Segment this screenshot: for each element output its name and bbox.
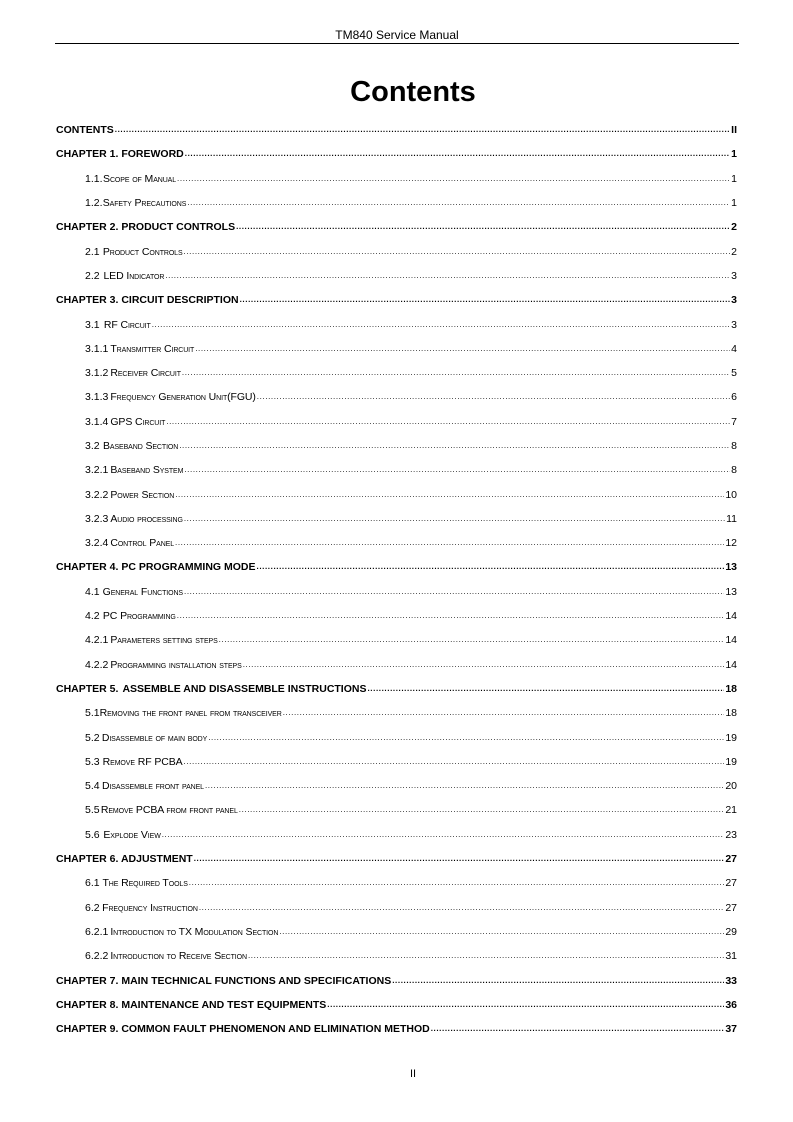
toc-entry[interactable] [56, 725, 737, 749]
toc-entry-page: 37 [725, 1023, 737, 1036]
toc-leader-dots [184, 586, 724, 598]
toc-entry-label: Explode View [103, 828, 161, 841]
toc-entry-page: 18 [725, 682, 737, 695]
toc-entry[interactable] [56, 750, 737, 774]
toc-entry-label: Programming installation steps [110, 658, 242, 671]
toc-entry-number: 6.2 [85, 901, 100, 914]
toc-entry[interactable] [56, 920, 737, 944]
toc-entry-number: 5.5 [85, 804, 100, 817]
toc-entry-label: Introduction to TX Modulation Section [110, 925, 279, 938]
toc-entry[interactable] [56, 410, 737, 434]
toc-entry-page: 2 [731, 221, 737, 234]
toc-entry-number: 2.1 [85, 245, 100, 258]
toc-entry[interactable] [56, 142, 737, 166]
toc-leader-dots [195, 343, 730, 355]
toc-entry[interactable] [56, 215, 737, 239]
toc-entry-label: CHAPTER 7. MAIN TECHNICAL FUNCTIONS AND SPECIFICATIONS [56, 974, 392, 987]
toc-entry-page: 2 [731, 245, 737, 258]
toc-entry-number: 3.1.1 [85, 342, 109, 355]
toc-leader-dots [184, 246, 731, 258]
toc-leader-dots [189, 877, 725, 889]
toc-leader-dots [257, 561, 725, 573]
toc-leader-dots [248, 950, 724, 962]
toc-leader-dots [185, 148, 730, 160]
toc-entry[interactable] [56, 823, 737, 847]
toc-entry-number: 6.1 [85, 877, 100, 890]
toc-entry-page: 31 [725, 950, 737, 963]
toc-leader-dots [239, 804, 725, 816]
toc-leader-dots [205, 780, 724, 792]
toc-entry-page: 14 [725, 658, 737, 671]
toc-entry-label: Removing the front panel from transceiver [99, 707, 282, 720]
toc-entry-page: 7 [731, 415, 737, 428]
toc-entry[interactable] [56, 944, 737, 968]
toc-entry[interactable] [56, 798, 737, 822]
toc-entry-label: Control Panel [110, 537, 175, 550]
toc-leader-dots [184, 464, 730, 476]
toc-entry-page: 27 [725, 853, 737, 866]
toc-leader-dots [208, 732, 724, 744]
toc-entry-label: The Required Tools [102, 877, 188, 890]
toc-entry-label: Transmitter Circuit [110, 342, 195, 355]
toc-entry-label: General Functions [102, 585, 183, 598]
toc-entry[interactable] [56, 118, 737, 142]
toc-entry-number: 2.2 [85, 269, 100, 282]
toc-entry-number: 1.1. [85, 172, 103, 185]
toc-entry-page: 13 [725, 585, 737, 598]
toc-entry-number: 3.2.1 [85, 464, 109, 477]
toc-leader-dots [431, 1023, 725, 1035]
toc-entry-label: Introduction to Receive Section [110, 950, 247, 963]
toc-entry-number: 5.4 [85, 780, 100, 793]
toc-leader-dots [219, 634, 725, 646]
toc-entry[interactable] [56, 167, 737, 191]
toc-entry-page: 8 [731, 440, 737, 452]
toc-leader-dots [179, 440, 730, 452]
toc-leader-dots [152, 319, 730, 331]
toc-entry-page: 3 [731, 269, 737, 282]
toc-leader-dots [187, 197, 730, 209]
toc-entry-number: 3.2.2 [85, 488, 109, 501]
toc-entry-label: CHAPTER 8. MAINTENANCE AND TEST EQUIPMENTS [56, 998, 327, 1011]
toc-entry-page: 29 [725, 925, 737, 938]
toc-entry-number: 5.1 [85, 707, 100, 720]
toc-entry-number: 3.2.3 [85, 512, 109, 525]
toc-entry-label: LED Indicator [103, 269, 165, 282]
toc-entry-number: CHAPTER 5. [56, 682, 119, 695]
toc-entry-page: 14 [725, 610, 737, 623]
toc-entry[interactable] [56, 871, 737, 895]
toc-leader-dots [177, 173, 730, 185]
toc-entry-label: ASSEMBLE AND DISASSEMBLE INSTRUCTIONS [122, 682, 367, 695]
toc-entry-number: 5.2 [85, 731, 100, 744]
header-rule [55, 43, 739, 44]
toc-entry-page: 13 [725, 561, 737, 574]
toc-entry-page: 4 [731, 342, 737, 355]
toc-entry-number: 4.2.1 [85, 634, 109, 647]
toc-entry-label: Product Controls [102, 245, 183, 258]
toc-entry-number: 5.6 [85, 828, 100, 841]
toc-entry-number: 3.2 [85, 440, 100, 452]
toc-leader-dots [243, 659, 725, 671]
toc-entry-label: CHAPTER 3. CIRCUIT DESCRIPTION [56, 294, 239, 307]
toc-leader-dots [236, 221, 730, 233]
toc-entry-label: Remove PCBA from front panel [100, 804, 238, 817]
toc-entry[interactable] [56, 385, 737, 409]
toc-entry-number: 4.2.2 [85, 658, 109, 671]
toc-entry-page: 19 [725, 731, 737, 744]
toc-leader-dots [115, 124, 730, 136]
toc-leader-dots [175, 537, 724, 549]
toc-entry[interactable] [56, 653, 737, 677]
toc-entry-page: 21 [725, 804, 737, 817]
toc-entry-page: 27 [725, 877, 737, 890]
table-of-contents [56, 118, 737, 1041]
toc-entry[interactable] [56, 993, 737, 1017]
toc-entry-label: Frequency Generation Unit(FGU) [110, 391, 256, 404]
toc-entry[interactable] [56, 507, 737, 531]
toc-entry[interactable] [56, 677, 737, 701]
toc-entry-label: CHAPTER 2. PRODUCT CONTROLS [56, 221, 236, 234]
toc-leader-dots [257, 391, 730, 403]
toc-entry[interactable] [56, 482, 737, 506]
toc-entry-label: PC Programming [102, 610, 176, 623]
toc-entry-number: 5.3 [85, 755, 100, 768]
toc-entry-label: Audio processing [110, 512, 183, 525]
toc-entry-number: 3.1.2 [85, 367, 109, 380]
toc-entry[interactable] [56, 847, 737, 871]
toc-entry[interactable] [56, 896, 737, 920]
toc-entry[interactable] [56, 264, 737, 288]
toc-entry[interactable] [56, 312, 737, 336]
toc-entry[interactable] [56, 191, 737, 215]
toc-leader-dots [392, 975, 724, 987]
toc-leader-dots [182, 367, 730, 379]
toc-entry[interactable] [56, 1017, 737, 1041]
toc-entry-page: 1 [731, 197, 737, 210]
toc-entry-label: CHAPTER 4. PC PROGRAMMING MODE [56, 561, 256, 574]
toc-entry-page: 5 [731, 367, 737, 380]
toc-entry-page: 14 [725, 634, 737, 647]
toc-leader-dots [175, 489, 724, 501]
toc-entry-number: 3.1.4 [85, 415, 109, 428]
toc-entry-label: CHAPTER 6. ADJUSTMENT [56, 853, 193, 866]
toc-leader-dots [184, 513, 725, 525]
toc-entry-label: CHAPTER 9. COMMON FAULT PHENOMENON AND ELIMINATION METHOD [56, 1023, 430, 1036]
toc-leader-dots [165, 270, 730, 282]
toc-entry-label: Receiver Circuit [110, 367, 181, 380]
toc-entry[interactable] [56, 458, 737, 482]
toc-entry-page: 19 [725, 755, 737, 768]
toc-entry[interactable] [56, 774, 737, 798]
toc-entry-page: 1 [731, 172, 737, 185]
toc-entry[interactable] [56, 555, 737, 579]
toc-entry-page: 23 [725, 828, 737, 841]
toc-entry-label: Power Section [110, 488, 175, 501]
toc-entry-label: GPS Circuit [110, 415, 166, 428]
toc-entry-number: 6.2.2 [85, 950, 109, 963]
toc-entry[interactable] [56, 968, 737, 992]
toc-leader-dots [177, 610, 725, 622]
toc-entry[interactable] [56, 604, 737, 628]
toc-entry-label: Disassemble of main body [101, 731, 208, 744]
toc-entry-label: Parameters setting steps [110, 634, 218, 647]
toc-entry-page: 33 [725, 974, 737, 987]
toc-entry[interactable] [56, 434, 737, 458]
toc-entry-page: 18 [725, 707, 737, 720]
toc-leader-dots [194, 853, 725, 865]
toc-entry-label: Remove RF PCBA [102, 755, 183, 768]
toc-entry-page: 3 [731, 294, 737, 307]
toc-entry[interactable] [56, 239, 737, 263]
page-number: II [409, 1068, 417, 1080]
toc-entry-label: RF Circuit [103, 318, 151, 331]
toc-entry-label: CHAPTER 1. FOREWORD [56, 148, 184, 161]
toc-entry[interactable] [56, 580, 737, 604]
toc-entry-number: 4.1 [85, 585, 100, 598]
toc-entry-page: 27 [725, 901, 737, 914]
toc-entry-page: 8 [731, 464, 737, 477]
toc-entry[interactable] [56, 361, 737, 385]
toc-entry-label: Safety Precautions [102, 197, 187, 210]
toc-entry-page: 11 [726, 512, 737, 525]
toc-entry-label: Scope of Manual [103, 172, 177, 185]
toc-entry-number: 6.2.1 [85, 925, 109, 938]
toc-entry[interactable] [56, 701, 737, 725]
toc-leader-dots [367, 683, 724, 695]
page-title: Contents [350, 76, 476, 108]
toc-leader-dots [199, 902, 724, 914]
toc-entry-page: 3 [731, 318, 737, 331]
toc-leader-dots [166, 416, 730, 428]
toc-leader-dots [283, 707, 725, 719]
toc-entry-page: 20 [725, 780, 737, 793]
toc-entry-number: 3.2.4 [85, 537, 109, 550]
toc-entry-label: Baseband Section [102, 440, 179, 452]
toc-entry-number: 3.1.3 [85, 391, 109, 404]
running-header: TM840 Service Manual [335, 28, 459, 42]
toc-entry[interactable] [56, 337, 737, 361]
toc-entry[interactable] [56, 288, 737, 312]
toc-entry-number: 3.1 [85, 318, 100, 331]
toc-entry-label: Frequency Instruction [102, 901, 198, 914]
toc-entry-number: 1.2. [85, 197, 103, 210]
toc-entry-number: 4.2 [85, 610, 100, 623]
toc-entry-label: Baseband System [110, 464, 184, 477]
toc-entry-page: 10 [725, 488, 737, 501]
toc-leader-dots [327, 999, 724, 1011]
toc-entry-page: 6 [731, 391, 737, 404]
toc-leader-dots [184, 756, 725, 768]
toc-leader-dots [279, 926, 724, 938]
toc-leader-dots [162, 829, 725, 841]
toc-entry-page: 1 [731, 148, 737, 161]
toc-entry[interactable] [56, 531, 737, 555]
toc-leader-dots [240, 294, 731, 306]
toc-entry-page: 12 [725, 537, 737, 550]
toc-entry-label: CONTENTS [56, 124, 114, 137]
toc-entry-page: 36 [725, 998, 737, 1011]
toc-entry-page: II [731, 124, 737, 137]
toc-entry-label: Disassemble front panel [101, 780, 204, 793]
toc-entry[interactable] [56, 628, 737, 652]
